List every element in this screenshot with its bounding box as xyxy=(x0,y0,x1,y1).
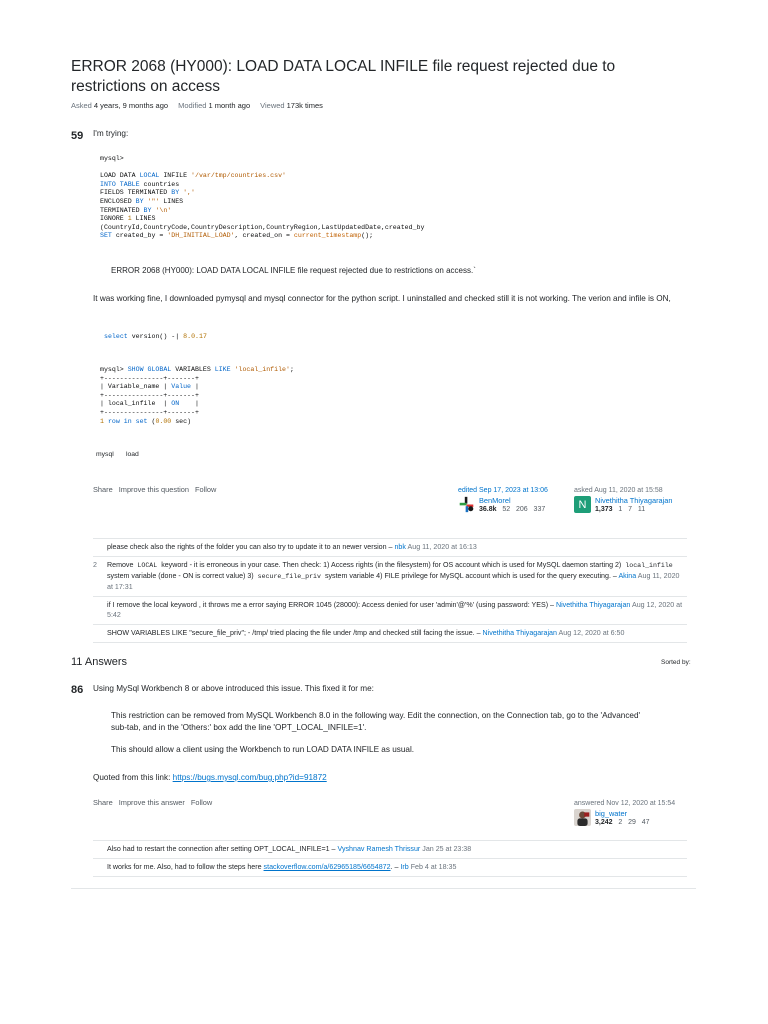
question-intro: I'm trying: xyxy=(93,129,129,138)
tag-mysql[interactable]: mysql xyxy=(96,451,114,458)
answer-blockquote-1: This restriction can be removed from MySQL Workbench 8.0 in the following way. Edit the connection, on the Connection tab, go to the 'Advanced' sub-tab, and in the 'Others:' box add the line 'OPT_LOCAL_INFILE=1'. xyxy=(111,711,641,732)
editor-silver-badges: 206 xyxy=(516,506,528,513)
comment-user[interactable]: Nivethitha Thiyagarajan xyxy=(555,601,631,609)
answers-count: 11 Answers xyxy=(71,656,128,668)
answer-intro: Using MySql Workbench 8 or above introduced this issue. This fixed it for me: xyxy=(93,684,374,693)
code-block-version: select version() -| 8.0.17 xyxy=(104,333,207,340)
asker-reputation: 1,373 xyxy=(595,506,613,513)
asked-value: 4 years, 9 months ago xyxy=(93,101,169,110)
asked-label: Asked xyxy=(71,101,92,110)
asker-silver-badges: 7 xyxy=(628,506,633,513)
question-title[interactable]: ERROR 2068 (HY000): LOAD DATA LOCAL INFILE file request rejected due to restrictions on access xyxy=(71,58,616,95)
comment-user[interactable]: Irb xyxy=(400,863,409,871)
comment-item xyxy=(93,859,687,877)
viewed-label: Viewed xyxy=(260,101,285,110)
comment-user[interactable]: Nivethitha Thiyagarajan xyxy=(482,629,557,637)
comment-item xyxy=(93,597,687,625)
asker-gold-badges: 1 xyxy=(618,506,623,513)
comment-text: please check also the rights of the folder you can also try to update it to an newer version – xyxy=(107,543,393,551)
inline-code: secure_file_priv xyxy=(257,573,321,580)
error-blockquote: ERROR 2068 (HY000): LOAD DATA LOCAL INFILE file request rejected due to restrictions on access.` xyxy=(111,266,476,275)
answer-link-line xyxy=(93,772,327,784)
question-comments xyxy=(93,538,687,643)
question-vote-count: 59 xyxy=(71,130,84,142)
follow-link[interactable]: Follow xyxy=(194,485,217,494)
code-block-variables: mysql> SHOW GLOBAL VARIABLES LIKE 'local_infile'; +---------------+-------+ | Variable_name | Value | +---------------+-------+ | local_infile | ON | +---------------+-------+ 1 row in set (0.00 sec) xyxy=(100,366,294,425)
tag-load[interactable]: load xyxy=(125,451,139,458)
modified-label: Modified xyxy=(178,101,207,110)
comment-item xyxy=(93,625,687,643)
follow-link[interactable]: Follow xyxy=(190,798,213,807)
comment-date[interactable]: Feb 4 at 18:35 xyxy=(410,863,457,871)
asked-timestamp: asked Aug 11, 2020 at 15:58 xyxy=(574,487,663,494)
comment-text: system variable (done - ON is correct value) 3) xyxy=(107,572,254,580)
answerer-signature xyxy=(574,800,675,828)
comment-user[interactable]: Vyshnav Ramesh Thrissur xyxy=(337,845,421,853)
improve-answer-link[interactable]: Improve this answer xyxy=(118,798,185,807)
answer-comments xyxy=(93,840,687,877)
comment-date[interactable]: Aug 11, 2020 at 16:13 xyxy=(407,543,477,551)
answer-vote-count: 86 xyxy=(71,684,84,696)
viewed-value: 173k times xyxy=(286,101,323,110)
answerer-reputation: 3,242 xyxy=(595,819,613,826)
asker-avatar[interactable]: N xyxy=(574,496,591,513)
big-water-avatar[interactable] xyxy=(574,809,591,826)
benmorel-avatar[interactable] xyxy=(458,496,475,513)
answerer-gold-badges: 2 xyxy=(618,819,623,826)
answerer-username[interactable]: big_water xyxy=(595,809,628,818)
asker-username[interactable]: Nivethitha Thiyagarajan xyxy=(595,496,673,505)
answerer-bronze-badges: 47 xyxy=(641,819,650,826)
comment-item xyxy=(93,539,687,557)
answerer-silver-badges: 29 xyxy=(628,819,636,826)
answer-blockquote-2: This should allow a client using the Workbench to run LOAD DATA INFILE as usual. xyxy=(111,745,415,754)
comment-text: Also had to restart the connection after setting OPT_LOCAL_INFILE=1 – xyxy=(107,845,336,853)
improve-question-link[interactable]: Improve this question xyxy=(118,485,189,494)
bug-report-link[interactable]: https://bugs.mysql.com/bug.php?id=91872 xyxy=(172,773,327,782)
comment-date[interactable]: Aug 11, 2020 at 17:31 xyxy=(107,572,680,591)
edited-timestamp[interactable]: edited Sep 17, 2023 at 13:06 xyxy=(458,487,548,494)
comment-user[interactable]: Akina xyxy=(618,572,637,580)
comment-text: Remove xyxy=(107,561,134,569)
comment-text: keyword - it is erroneous in your case. Then check: 1) Access rights (in the filesystem) for OS account which is used for MySQL daemon starting 2) xyxy=(161,561,622,569)
comment-text: if I remove the local keyword , it throws me a error saying ERROR 1045 (28000): Access denied for user 'admin'@'%' (using password: YES) – xyxy=(107,601,554,609)
comment-item xyxy=(93,557,687,597)
comment-date[interactable]: Aug 12, 2020 at 6:50 xyxy=(558,629,625,637)
answer-actions xyxy=(93,798,212,807)
comment-date[interactable]: Jan 25 at 23:38 xyxy=(422,845,472,853)
question-tags xyxy=(93,449,146,460)
inline-code: LOCAL xyxy=(137,562,158,569)
share-link[interactable]: Share xyxy=(93,798,113,807)
comment-link[interactable]: stackoverflow.com/a/62965185/6654872 xyxy=(263,863,391,871)
asker-signature xyxy=(574,487,673,515)
comment-text: . – xyxy=(390,863,399,871)
question-meta xyxy=(71,101,323,110)
comment-item xyxy=(93,841,687,859)
answered-timestamp: answered Nov 12, 2020 at 15:54 xyxy=(574,800,676,807)
comment-user[interactable]: nbk xyxy=(394,543,406,551)
editor-bronze-badges: 337 xyxy=(533,506,546,513)
section-divider xyxy=(71,888,696,889)
question-paragraph: It was working fine, I downloaded pymysql and mysql connector for the python script. I uninstalled and checked still it is not working. The verion and infile is ON, xyxy=(93,294,671,303)
share-link[interactable]: Share xyxy=(93,485,113,494)
comment-text: SHOW VARIABLES LIKE "secure_file_priv"; - /tmp/ tried placing the file under /tmp and checked still facing the issue. – xyxy=(107,629,481,637)
editor-gold-badges: 52 xyxy=(502,506,511,513)
comment-text: It works for me. Also, had to follow the steps here xyxy=(107,863,262,871)
comment-score: 2 xyxy=(93,561,97,569)
editor-signature xyxy=(458,487,548,515)
comment-date[interactable]: Aug 12, 2020 at 5:42 xyxy=(107,601,683,619)
code-block-load: mysql> LOAD DATA LOCAL INFILE '/var/tmp/countries.csv' INTO TABLE countries FIELDS TERMINATED BY ',' ENCLOSED BY '"' LINES TERMINATED BY '\n' IGNORE 1 LINES (CountryId,CountryCode,CountryDescription,CountryRegion,LastUpdatedDate,created_by SET created_by = 'DH_INITIAL_LOAD', created_on = current_timestamp(); xyxy=(100,155,425,240)
link-prefix: Quoted from this link: xyxy=(93,773,171,782)
inline-code: local_infile xyxy=(625,562,673,569)
asker-bronze-badges: 11 xyxy=(637,506,646,513)
editor-reputation: 36.8k xyxy=(479,506,497,513)
comment-text: system variable 4) FILE privilege for MySQL account which is used for the query executing. – xyxy=(324,572,617,580)
sort-label[interactable]: Sorted by: xyxy=(661,659,691,666)
editor-username[interactable]: BenMorel xyxy=(479,496,511,505)
question-actions xyxy=(93,485,216,494)
modified-value[interactable]: 1 month ago xyxy=(208,101,251,110)
